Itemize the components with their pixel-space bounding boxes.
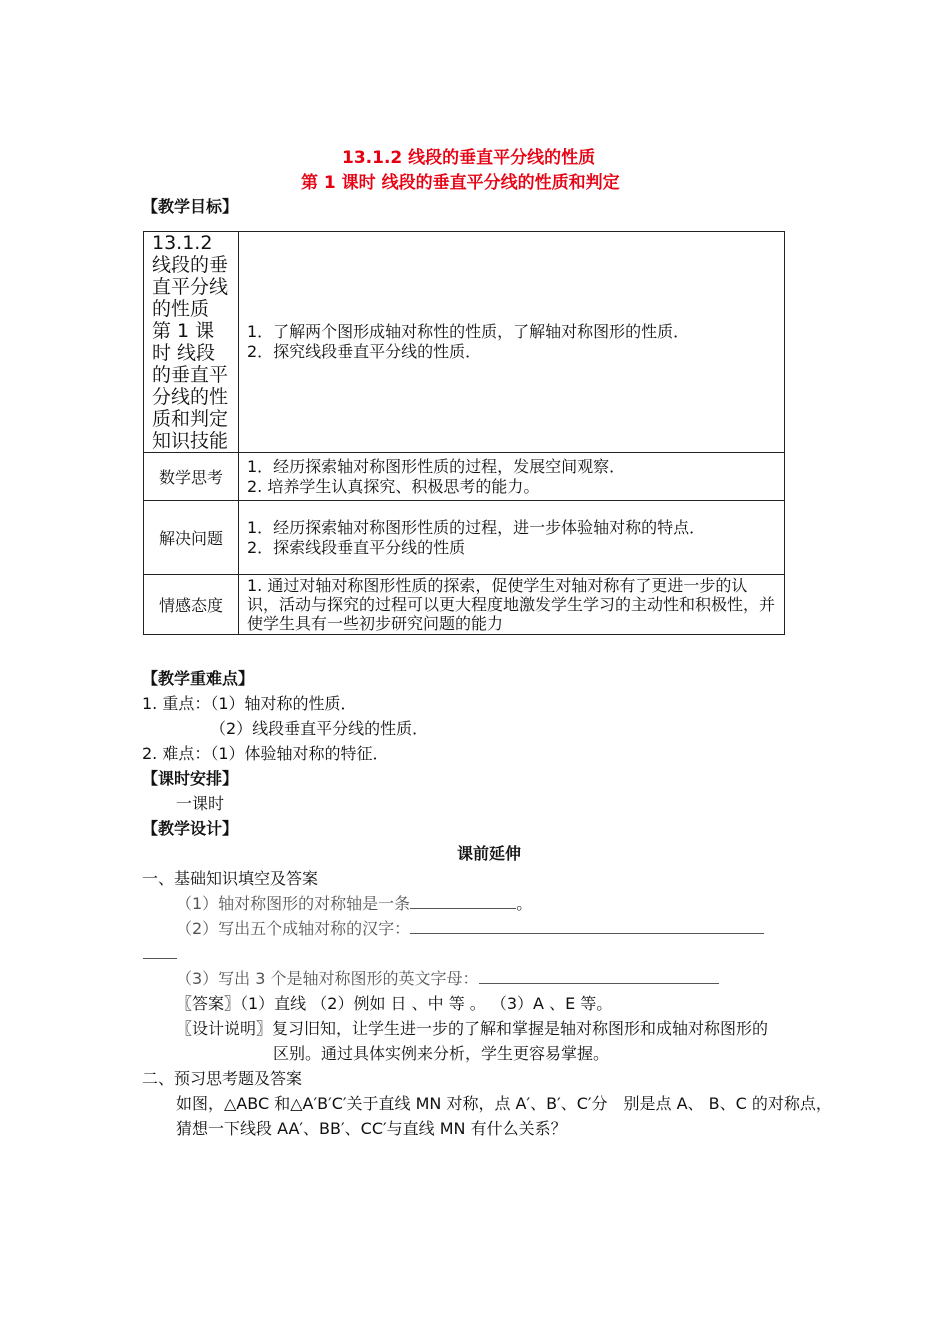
answer-line: 〖答案〗（1）直线 （2）例如 日 、中 等 。 （3）A 、E 等。 xyxy=(176,994,613,1013)
answer-blank xyxy=(410,933,764,934)
question-1-end: 。 xyxy=(516,894,533,913)
question-1 xyxy=(176,891,532,914)
table-row xyxy=(144,232,785,453)
row-label: 情感态度 xyxy=(144,575,239,635)
design-heading: 【教学设计】 xyxy=(142,819,239,838)
keypoint-2: （2）线段垂直平分线的性质． xyxy=(210,719,429,738)
row-label-text: 13.1.2 线段的垂直平分线的性质 第 1 课时 线段的垂直平分线的性质和判定知识技能 xyxy=(152,232,229,452)
design-note-line-2: 区别。通过具体实例来分析，学生更容易掌握。 xyxy=(273,1044,610,1063)
question-3 xyxy=(176,966,719,989)
schedule-heading: 【课时安排】 xyxy=(142,769,239,788)
design-note xyxy=(176,1016,768,1039)
row-label: 数学思考 xyxy=(144,453,239,501)
row-items xyxy=(239,575,785,635)
table-row xyxy=(144,575,785,635)
table-row xyxy=(144,501,785,575)
part-1-heading: 一、基础知识填空及答案 xyxy=(142,869,319,888)
row-label xyxy=(144,232,239,453)
design-note-label: 〖设计说明〗 xyxy=(176,1019,273,1038)
row-items xyxy=(239,232,785,453)
list-item: 1．经历探索轴对称图形性质的过程，进一步体验轴对称的特点． xyxy=(247,517,706,537)
question-2-text: （2）写出五个成轴对称的汉字： xyxy=(176,919,411,938)
question-2 xyxy=(176,916,764,939)
list-item: 1．经历探索轴对称图形性质的过程，发展空间观察． xyxy=(247,456,626,476)
table-row xyxy=(144,453,785,501)
keypoint-3: 2. 难点：（1）体验轴对称的特征． xyxy=(142,744,389,763)
part-2-heading: 二、预习思考题及答案 xyxy=(142,1069,303,1088)
list-item: 1. 通过对轴对称图形性质的探索，促使学生对轴对称有了更进一步的认识，活动与探究的过程可以更大程度地激发学生学习的主动性和积极性，并使学生具有一些初步研究问题的能力 xyxy=(247,576,776,633)
answer-blank xyxy=(410,908,516,909)
keypoints-heading: 【教学重难点】 xyxy=(142,669,255,688)
row-items xyxy=(239,501,785,575)
list-item: 2. 培养学生认真探究、积极思考的能力。 xyxy=(247,476,540,496)
answer-blank-continued xyxy=(143,942,177,959)
objectives-table xyxy=(143,231,785,635)
list-item: 1．了解两个图形成轴对称性的性质，了解轴对称图形的性质． xyxy=(247,322,690,341)
keypoint-1: 1. 重点：（1）轴对称的性质． xyxy=(142,694,357,713)
title-line-1: 13.1.2 线段的垂直平分线的性质 xyxy=(342,148,596,168)
section-center-title: 课前延伸 xyxy=(457,844,522,863)
part-2-line-2: 猜想一下线段 AA′、BB′、CC′与直线 MN 有什么关系？ xyxy=(176,1119,567,1138)
schedule-value: 一课时 xyxy=(176,794,225,813)
title-line-2: 第 1 课时 线段的垂直平分线的性质和判定 xyxy=(301,173,620,193)
row-label: 解决问题 xyxy=(144,501,239,575)
objectives-heading: 【教学目标】 xyxy=(142,197,239,216)
part-2-line-1: 如图，△ABC 和△A′B′C′关于直线 MN 对称，点 A′、B′、C′分 别是点 A、 B、C 的对称点， xyxy=(176,1094,832,1113)
question-1-text: （1）轴对称图形的对称轴是一条 xyxy=(176,894,411,913)
answer-blank xyxy=(479,983,719,984)
row-items xyxy=(239,453,785,501)
design-note-line-1: 复习旧知，让学生进一步的了解和掌握是轴对称图形和成轴对称图形的 xyxy=(272,1019,769,1038)
question-3-text: （3）写出 3 个是轴对称图形的英文字母： xyxy=(176,969,479,988)
list-item: 2．探索线段垂直平分线的性质 xyxy=(247,537,466,557)
list-item: 2．探究线段垂直平分线的性质． xyxy=(247,342,482,361)
